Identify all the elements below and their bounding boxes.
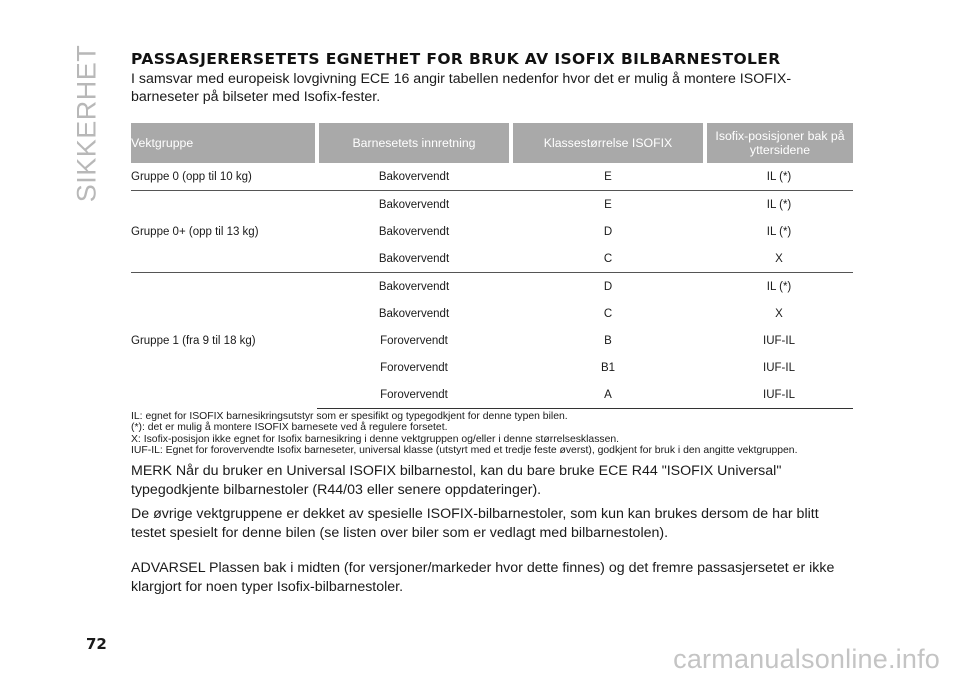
size-class-cell: C	[603, 307, 613, 320]
header-seat-orientation: Barnesetets innretning	[317, 123, 511, 163]
footnote: (*): det er mulig å montere ISOFIX barnesete ved å regulere forsetet.	[131, 422, 448, 434]
isofix-position-cell: X	[775, 307, 783, 320]
weight-group-block	[131, 163, 853, 191]
watermark: carmanualsonline.info	[673, 644, 940, 674]
isofix-position-cell: IUF-IL	[763, 334, 795, 347]
isofix-table	[131, 123, 853, 409]
section-side-label-text: SIKKERHET	[71, 44, 102, 203]
table-row	[131, 191, 853, 219]
seat-orientation-cell: Forovervendt	[380, 361, 448, 374]
weight-group-cell: Gruppe 1 (fra 9 til 18 kg)	[131, 273, 317, 409]
isofix-position-cell: IL (*)	[766, 170, 792, 183]
seat-orientation-cell: Bakovervendt	[378, 170, 450, 183]
weight-group-block	[131, 191, 853, 273]
size-class-cell: E	[511, 191, 705, 219]
header-size-class: Klassestørrelse ISOFIX	[511, 123, 705, 163]
size-class-cell: B	[604, 334, 612, 347]
footnote: IUF-IL: Egnet for forovervendte Isofix barneseter, universal klasse (utstyrt med et tredje feste øverst), godkjent for bruk i den angitte vektgruppen.	[131, 444, 798, 456]
intro-paragraph: I samsvar med europeisk lovgivning ECE 16 angir tabellen nedenfor hvor det er mulig å montere ISOFIX-barneseter på bilseter med Isofix-fester.	[131, 71, 792, 105]
header-weight-group: Vektgruppe	[131, 123, 317, 163]
size-class-cell: C	[603, 252, 613, 265]
isofix-position-cell: IL (*)	[766, 225, 792, 238]
seat-orientation-cell: Forovervendt	[317, 381, 511, 409]
other-groups-paragraph: De øvrige vektgruppene er dekket av spesielle ISOFIX-bilbarnestoler, som kun kan brukes dersom de har blitt testet spesielt for denne bilen (se listen over biler som er vedlagt med bilbarnestolen).	[131, 506, 819, 541]
table-row	[131, 273, 853, 301]
seat-orientation-cell: Bakovervendt	[378, 307, 450, 320]
size-class-cell: E	[604, 170, 612, 183]
size-class-cell: D	[511, 273, 705, 301]
weight-group-cell: Gruppe 0 (opp til 10 kg)	[131, 170, 252, 183]
seat-orientation-cell: Bakovervendt	[317, 273, 511, 301]
section-side-label	[70, 44, 104, 203]
seat-orientation-cell: Bakovervendt	[317, 191, 511, 219]
warning-paragraph: ADVARSEL Plassen bak i midten (for versjoner/markeder hvor dette finnes) og det fremre passasjersetet er ikke klargjort for noen typer Isofix-bilbarnestoler.	[131, 560, 835, 595]
table-row	[131, 163, 853, 191]
isofix-position-cell: IL (*)	[705, 191, 853, 219]
page-content	[131, 50, 853, 596]
footnotes	[131, 411, 853, 456]
isofix-position-cell: IUF-IL	[705, 381, 853, 409]
isofix-position-cell: X	[775, 252, 783, 265]
isofix-position-cell: IUF-IL	[763, 361, 795, 374]
footnote: X: Isofix-posisjon ikke egnet for Isofix barnesikring i denne vektgruppen og/eller i denne størrelsesklassen.	[131, 433, 620, 445]
size-class-cell: D	[603, 225, 613, 238]
note-paragraph: MERK Når du bruker en Universal ISOFIX bilbarnestol, kan du bare bruke ECE R44 "ISOFIX Universal" typegodkjente bilbarnestoler (R44/03 eller senere oppdateringer).	[131, 463, 782, 498]
footnote: IL: egnet for ISOFIX barnesikringsutstyr som er spesifikt og typegodkjent for denne typen bilen.	[131, 411, 568, 422]
seat-orientation-cell: Bakovervendt	[378, 225, 450, 238]
page-number: 72	[86, 635, 107, 653]
header-isofix-positions: Isofix-posisjoner bak på yttersidene	[705, 123, 853, 163]
weight-group-cell: Gruppe 0+ (opp til 13 kg)	[131, 191, 317, 273]
seat-orientation-cell: Forovervendt	[380, 334, 448, 347]
size-class-cell: A	[511, 381, 705, 409]
weight-group-block	[131, 273, 853, 409]
seat-orientation-cell: Bakovervendt	[378, 252, 450, 265]
table-header-row	[131, 123, 853, 163]
size-class-cell: B1	[600, 361, 616, 374]
isofix-position-cell: IL (*)	[705, 273, 853, 301]
page-title: PASSASJERERSETETS EGNETHET FOR BRUK AV ISOFIX BILBARNESTOLER	[131, 50, 781, 68]
